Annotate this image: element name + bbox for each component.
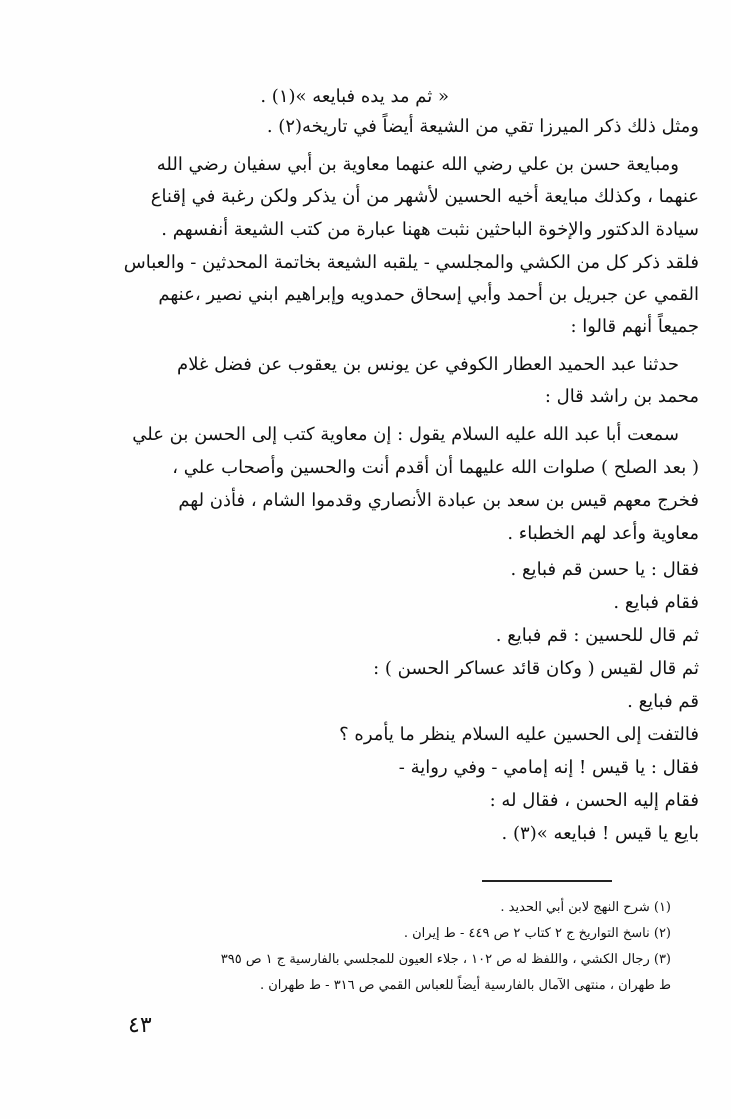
text-line: فقال : يا حسن قم فبايع . [510, 559, 699, 580]
footnote-line: ط طهران ، منتهى الآمال بالفارسية أيضاً للعباس القمي ص ٣١٦ - ط طهران . [259, 978, 671, 993]
footnotes [120, 895, 671, 1015]
footnote-line: (٣) رجال الكشي ، واللفظ له ص ١٠٢ ، جلاء العيون للمجلسي بالفارسية ج ١ ص ٣٩٥ [220, 952, 671, 967]
text-line: بايع يا قيس ! فبايعه »(٣) . [501, 823, 699, 844]
text-line: فقام فبايع . [613, 592, 699, 613]
text-line: فقام إليه الحسن ، فقال له : [489, 790, 699, 811]
text-line: فقال : يا قيس ! إنه إمامي - وفي رواية - [398, 757, 699, 778]
footnote-line: (٢) ناسخ التواريخ ج ٢ كتاب ٢ ص ٤٤٩ - ط إيران . [403, 926, 671, 941]
text-line: « ثم مد يده فبايعه »(١) . [260, 86, 449, 107]
page-number: ٤٣ [128, 1013, 152, 1038]
text-line: معاوية وأعد لهم الخطباء . [507, 523, 699, 544]
text-line: قم فبايع . [627, 691, 699, 712]
text-line: فالتفت إلى الحسين عليه السلام ينظر ما يأمره ؟ [339, 724, 699, 745]
text-line: ومبايعة حسن بن علي رضي الله عنهما معاوية بن أبي سفيان رضي الله [156, 154, 679, 175]
text-line: جميعاً أنهم قالوا : [570, 316, 699, 337]
text-line: فلقد ذكر كل من الكشي والمجلسي - يلقبه الشيعة بخاتمة المحدثين - والعباس [123, 252, 699, 273]
footnote-separator [482, 880, 612, 882]
text-line: ( بعد الصلح ) صلوات الله عليهما أن أقدم أنت والحسين وأصحاب علي ، [172, 457, 699, 478]
text-line: القمي عن جبريل بن أحمد وأبي إسحاق حمدويه وإبراهيم ابني نصير ،عنهم [158, 284, 699, 305]
footnote-line: (١) شرح النهج لابن أبي الحديد . [500, 900, 671, 915]
text-line: عنهما ، وكذلك مبايعة أخيه الحسين لأشهر من أن يذكر ولكن رغبة في إقناع [150, 186, 699, 207]
text-line: ومثل ذلك ذكر الميرزا تقي من الشيعة أيضاً في تاريخه(٢) . [266, 116, 699, 137]
text-line: سمعت أبا عبد الله عليه السلام يقول : إن معاوية كتب إلى الحسن بن علي [132, 424, 679, 445]
text-line: ثم قال للحسين : قم فبايع . [495, 625, 699, 646]
text-line: فخرج معهم قيس بن سعد بن عبادة الأنصاري وقدموا الشام ، فأذن لهم [178, 490, 699, 511]
text-line: محمد بن راشد قال : [544, 386, 699, 407]
text-line: حدثنا عبد الحميد العطار الكوفي عن يونس بن يعقوب عن فضل غلام [177, 354, 679, 375]
text-line: ثم قال لقيس ( وكان قائد عساكر الحسن ) : [373, 658, 699, 679]
main-text [100, 82, 699, 882]
text-line: سيادة الدكتور والإخوة الباحثين نثبت ههنا عبارة من كتب الشيعة أنفسهم . [161, 219, 699, 240]
